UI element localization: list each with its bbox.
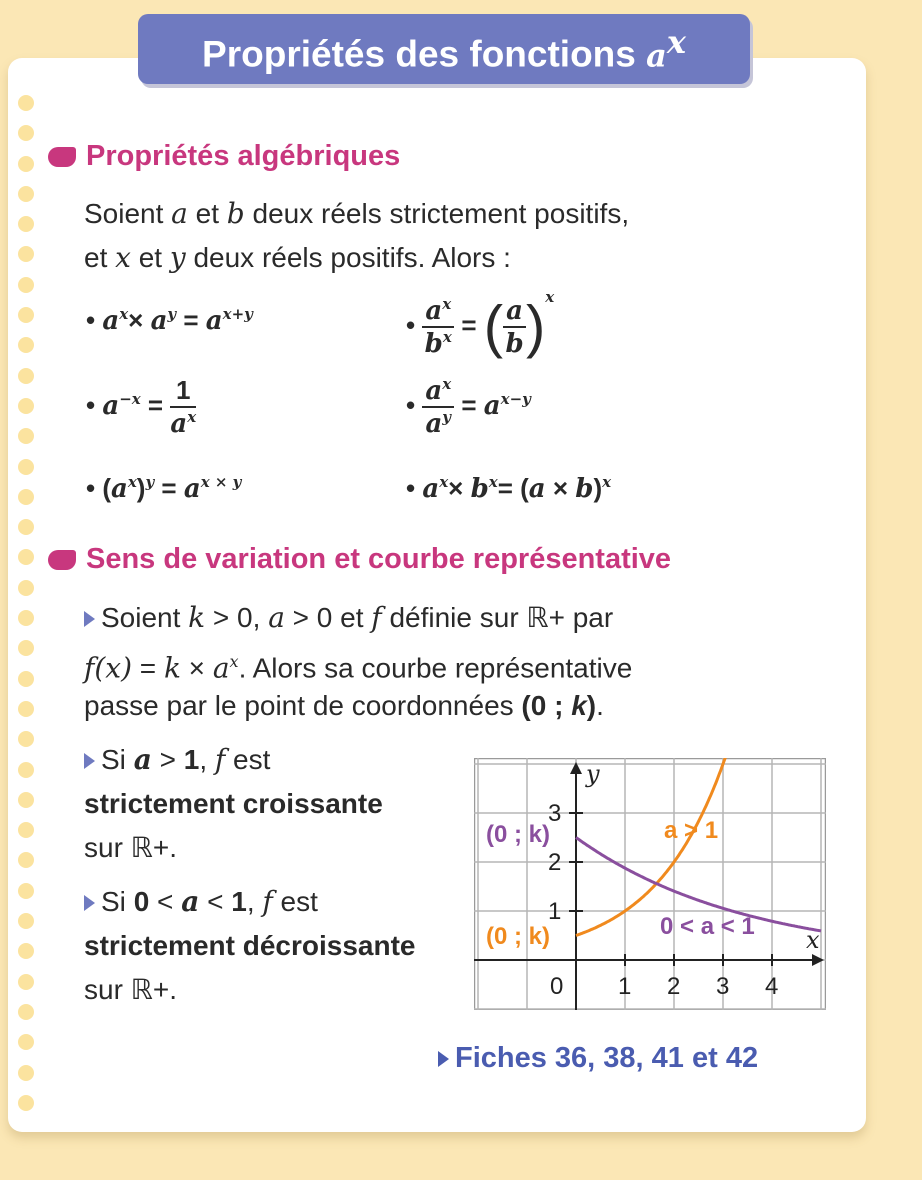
binding-dot xyxy=(18,731,34,747)
paragraph-line-3: passe par le point de coordonnées (0 ; k). xyxy=(84,690,604,721)
title-banner xyxy=(138,14,750,84)
y-tick-label: 3 xyxy=(548,800,562,827)
page-title: Propriétés des fonctions $a^x$ xyxy=(202,22,686,75)
increasing-line-1: Si a > 1, f est xyxy=(84,738,270,782)
bullet-icon xyxy=(48,550,76,570)
binding-dot xyxy=(18,459,34,475)
binding-dot xyxy=(18,610,34,626)
binding-dot xyxy=(18,883,34,899)
binding-dot xyxy=(18,549,34,565)
decreasing-line-2: strictement décroissante xyxy=(84,930,416,961)
binding-dot xyxy=(18,125,34,141)
notebook-dots xyxy=(18,95,38,1125)
increasing-line-2: strictement croissante xyxy=(84,788,383,819)
binding-dot xyxy=(18,307,34,323)
formula-quotient: • $\frac{a^x}{a^y}$ = $a^{x-y}$ xyxy=(406,375,531,439)
decreasing-line-3: sur ℝ+. xyxy=(84,974,177,1005)
binding-dot xyxy=(18,398,34,414)
binding-dot xyxy=(18,1065,34,1081)
arrow-icon xyxy=(84,611,95,627)
arrow-icon xyxy=(84,895,95,911)
intro-line-1: Soient a et b deux réels strictement positifs, xyxy=(84,197,630,230)
fiches-link[interactable]: Fiches 36, 38, 41 et 42 xyxy=(438,1042,758,1075)
binding-dot xyxy=(18,246,34,262)
y-tick-label: 2 xyxy=(548,849,562,876)
x-tick-label: 3 xyxy=(716,973,730,1000)
binding-dot xyxy=(18,640,34,656)
binding-dot xyxy=(18,913,34,929)
formula-negative: • $a^{-x}$ = $\frac{1}{a^x}$ xyxy=(86,375,197,439)
paragraph-line-1: Soient k > 0, a > 0 et f définie sur ℝ+ par xyxy=(84,596,613,640)
binding-dot xyxy=(18,701,34,717)
binding-dot xyxy=(18,1004,34,1020)
binding-dot xyxy=(18,943,34,959)
binding-dot xyxy=(18,428,34,444)
x-tick-label: 4 xyxy=(765,973,779,1000)
paragraph-line-2: $f(x) = k \times a^x$. Alors sa courbe représentative xyxy=(84,651,633,685)
purple-point-label: (0 ; k) xyxy=(486,821,551,848)
binding-dot xyxy=(18,762,34,778)
binding-dot xyxy=(18,580,34,596)
binding-dot xyxy=(18,186,34,202)
binding-dot xyxy=(18,792,34,808)
arrow-icon xyxy=(84,753,95,769)
binding-dot xyxy=(18,95,34,111)
binding-dot xyxy=(18,974,34,990)
decreasing-line-1: Si 0 < a < 1, f est xyxy=(84,880,318,924)
arrow-icon xyxy=(438,1051,449,1067)
formula-quotient-power: • $\frac{a^x}{b^x}$ = ( $\frac{a}{b}$ )$^x$ xyxy=(406,288,555,360)
x-tick-label: 0 xyxy=(550,973,564,1000)
binding-dot xyxy=(18,337,34,353)
binding-dot xyxy=(18,852,34,868)
binding-dot xyxy=(18,216,34,232)
orange-curve-label: a > 1 xyxy=(664,817,719,844)
section-heading-algebraic: Propriétés algébriques xyxy=(48,140,400,173)
binding-dot xyxy=(18,1095,34,1111)
x-axis-label: x xyxy=(806,926,820,954)
binding-dot xyxy=(18,822,34,838)
exponential-graph xyxy=(474,758,826,1010)
binding-dot xyxy=(18,671,34,687)
binding-dot xyxy=(18,489,34,505)
binding-dot xyxy=(18,519,34,535)
binding-dot xyxy=(18,156,34,172)
binding-dot xyxy=(18,277,34,293)
binding-dot xyxy=(18,1034,34,1050)
y-axis-label: y xyxy=(586,760,600,788)
bullet-icon xyxy=(48,147,76,167)
formula-power-of-power: • $(a^x)^y = a^{x \times y}$ xyxy=(86,473,242,504)
increasing-line-3: sur ℝ+. xyxy=(84,832,177,863)
intro-line-2: et x et y deux réels positifs. Alors : xyxy=(84,241,511,274)
formula-product-bases: • $a^x\times b^x= (a \times b)^x$ xyxy=(406,473,612,504)
orange-point-label: (0 ; k) xyxy=(486,923,551,950)
purple-curve-label: 0 < a < 1 xyxy=(660,913,755,940)
binding-dot xyxy=(18,368,34,384)
x-tick-label: 2 xyxy=(667,973,681,1000)
x-tick-label: 1 xyxy=(618,973,632,1000)
y-tick-label: 1 xyxy=(548,898,562,925)
formula-product: • $a^x\times a^y = a^{x+y}$ xyxy=(86,305,253,336)
section-heading-variation: Sens de variation et courbe représentative xyxy=(48,543,671,576)
